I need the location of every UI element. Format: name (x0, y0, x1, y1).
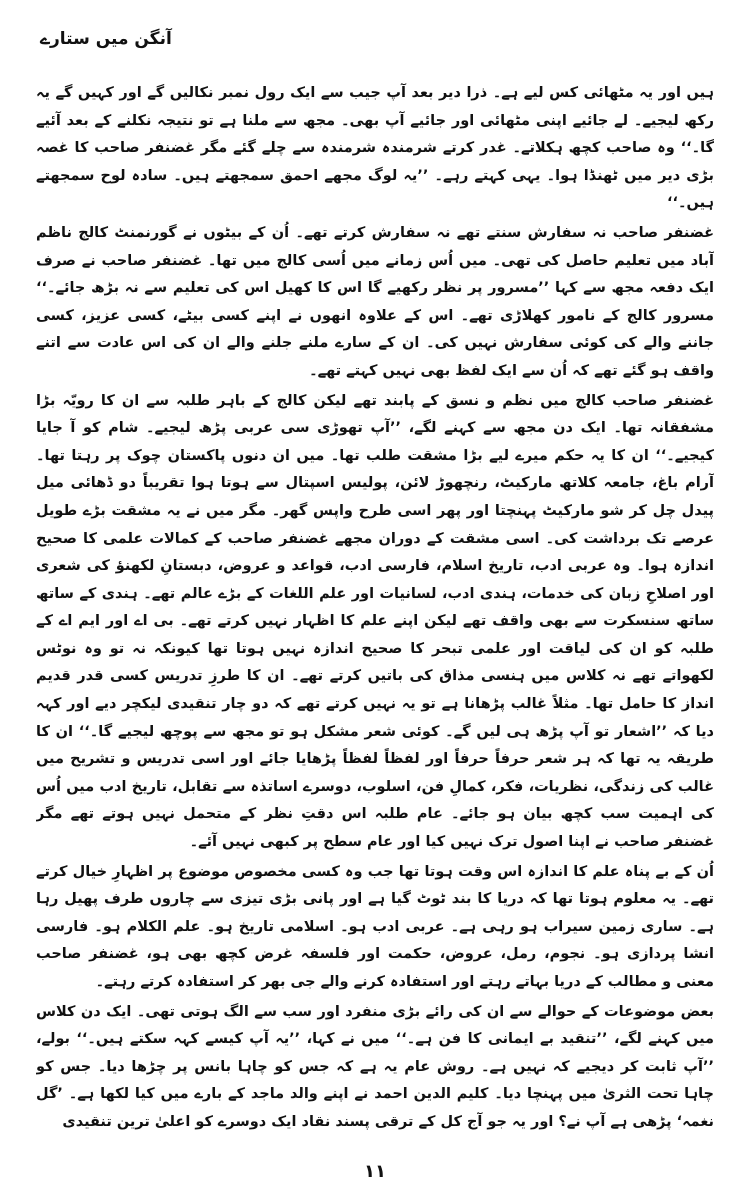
paragraph: ہیں اور یہ مٹھائی کس لیے ہے۔ ذرا دیر بعد آپ جیب سے ایک رول نمبر نکالیں گے اور کہیں گے یہ رکھ لیجیے۔ لے جائیے اپنی مٹھائی اور جائیے آپ بھی۔ مجھ سے ملنا ہے تو نتیجہ نکلنے کے بعد آئیے گا۔‘‘ وہ صاحب کچھ ہکلاتے۔ غدر کرتے شرمندہ شرمندہ سے چلے گئے مگر غضنفر صاحب کا غصہ بڑی دیر میں ٹھنڈا ہوا۔ یہی کہتے رہے۔ ’’یہ لوگ مجھے احمق سمجھتے ہیں۔ سادہ لوح سمجھتے ہیں۔‘‘ (36, 85, 714, 212)
paragraph: اُن کے بے پناہ علم کا اندازہ اس وقت ہوتا تھا جب وہ کسی مخصوص موضوع پر اظہارِ خیال کرتے تھے۔ یہ معلوم ہوتا تھا کہ دریا کا بند ٹوٹ گیا ہے اور پانی بڑی تیزی سے چاروں طرف پھیل رہا ہے۔ ساری زمین سیراب ہو رہی ہے۔ عربی ادب ہو۔ اسلامی تاریخ ہو۔ علم الکلام ہو۔ فارسی انشا پردازی ہو۔ نجوم، رمل، عروض، حکمت اور فلسفہ غرض کچھ بھی ہو، غضنفر صاحب معنی و مطالب کے دریا بہاتے رہتے اور استفادہ کرنے والے جی بھر کر استفادہ کرتے رہتے۔ (36, 863, 714, 990)
paragraph: غضنفر صاحب کالج میں نظم و نسق کے پابند تھے لیکن کالج کے باہر طلبہ سے ان کا رویّہ بڑا مشفقانہ تھا۔ ایک دن مجھ سے کہنے لگے، ’’آپ تھوڑی سی عربی پڑھ لیجیے۔ شام کو آ جایا کیجیے۔‘‘ ان کا یہ حکم میرے لیے بڑا مشقت طلب تھا۔ میں ان دنوں پاکستان چوک پر رہتا تھا۔ آرام باغ، جامعہ کلاتھ مارکیٹ، رنچھوڑ لائن، پولیس اسپتال سے ہوتا ہوا تقریباً دو ڈھائی میل پیدل چل کر شو مارکیٹ پہنچتا اور پھر اسی طرح واپس گھر۔ مگر میں نے یہ مشقت بڑے طویل عرصے تک برداشت کی۔ اسی مشقت کے دوران مجھے غضنفر صاحب کے کمالات علمی کا صحیح اندازہ ہوا۔ وہ عربی ادب، تاریخ اسلام، فارسی ادب، قواعد و عروض، دبستانِ لکھنؤ کی شعری اور اصلاحِ زبان کی خدمات، ہندی ادب، لسانیات اور علم اللغات کے بڑے عالم تھے۔ ہندی کے ساتھ ساتھ سنسکرت سے بھی واقف تھے لیکن اپنے علم کا اظہار نہیں کرتے تھے۔ بی اے اور ایم اے کے طلبہ کو ان کی لیاقت اور علمی تبحر کا صحیح اندازہ نہیں ہوتا تھا کیونکہ نہ تو وہ نوٹس لکھواتے تھے نہ کلاس میں ہنسی مذاق کی باتیں کرتے تھے۔ ان کا طرزِ تدریس کسی قدر قدیم انداز کا حامل تھا۔ مثلاً غالب پڑھانا ہے تو یہ نہیں کرتے تھے کہ دو چار تنقیدی لیکچر دیے اور کہہ دیا کہ ’’اشعار تو آپ پڑھ ہی لیں گے۔ کوئی شعر مشکل ہو تو مجھ سے پوچھ لیجیے گا۔‘‘ ان کا طریقہ یہ تھا کہ ہر شعر حرفاً حرفاً اور لفظاً لفظاً پڑھایا جائے اور اسی تدریس و تشریح میں غالب کی زندگی، نظریات، فکر، کمالِ فن، اسلوب، دوسرے اساتذہ سے تقابل، تاریخ ادب میں اُس کی اہمیت سب کچھ بیان ہو جائے۔ عام طلبہ اس دقتِ نظر کے متحمل نہیں ہوتے تھے مگر غضنفر صاحب نے اپنا اصول ترک نہیں کیا اور عام سطح پر کبھی نہیں آئے۔ (36, 392, 714, 851)
running-header: آنگن میں ستارے (40, 29, 172, 49)
page-number: ۱۱ (364, 1161, 386, 1182)
body-text (36, 80, 714, 1140)
paragraph: بعض موضوعات کے حوالے سے ان کی رائے بڑی منفرد اور سب سے الگ ہوتی تھی۔ ایک دن کلاس میں کہنے لگے، ’’تنقید بے ایمانی کا فن ہے۔‘‘ میں نے کہا، ’’یہ آپ کیسے کہہ سکتے ہیں۔‘‘ بولے، ’’آپ ثابت کر دیجیے کہ نہیں ہے۔ روش عام یہ ہے کہ جس کو چاہا بانس پر چڑھا دیا۔ جس کو چاہا تحت الثریٰ میں پہنچا دیا۔ کلیم الدین احمد نے اپنے والد ماجد کے بارے میں کیا لکھا ہے۔ ’گل نغمہ‘ پڑھی ہے آپ نے؟ اور یہ جو آج کل کے ترقی پسند نقاد ایک دوسرے کو اعلیٰ ترین تنقیدی (36, 1003, 714, 1130)
paragraph: غضنفر صاحب نہ سفارش سنتے تھے نہ سفارش کرتے تھے۔ اُن کے بیٹوں نے گورنمنٹ کالج ناظم آباد میں تعلیم حاصل کی تھی۔ میں اُس زمانے میں اُسی کالج میں تھا۔ غضنفر صاحب نے صرف ایک دفعہ مجھ سے کہا ’’مسرور پر نظر رکھیے گا اس کا کھیل اس کی تعلیم سے نہ بڑھ جائے۔‘‘ مسرور کالج کے نامور کھلاڑی تھے۔ اس کے علاوہ انھوں نے اپنے کسی بیٹے، کسی عزیز، کسی جاننے والے کی کوئی سفارش نہیں کی۔ ان کے سارے ملنے جلنے والے ان کی اس عادت سے اتنے واقف ہو گئے تھے کہ اُن سے ایک لفظ بھی نہیں کہتے تھے۔ (36, 224, 714, 379)
